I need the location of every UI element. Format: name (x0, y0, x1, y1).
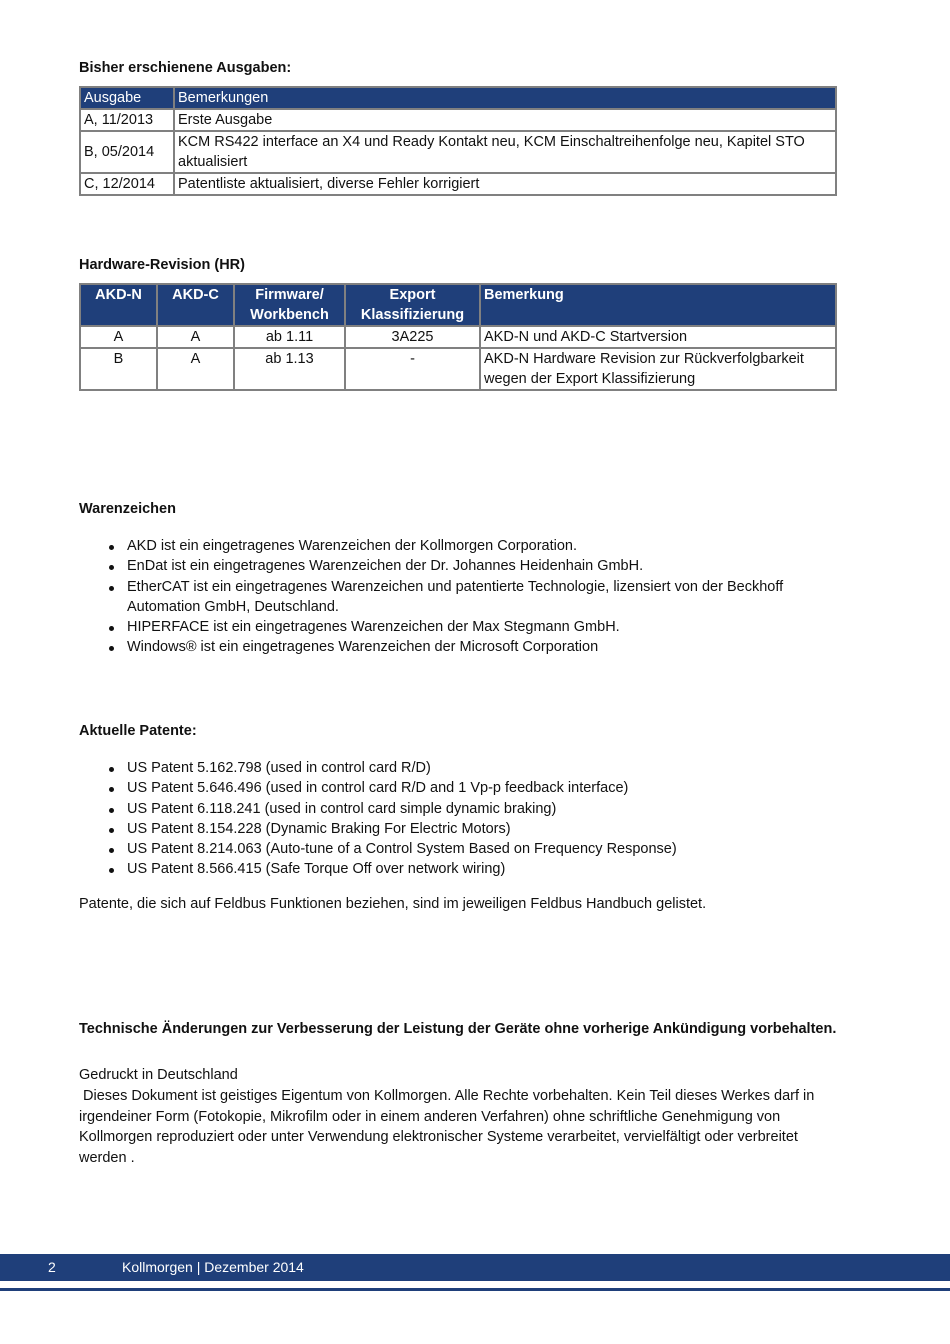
list-item: EnDat ist ein eingetragenes Warenzeichen der Dr. Johannes Heidenhain GmbH. (127, 556, 837, 576)
page-number: 2 (48, 1259, 56, 1275)
export-cell: 3A225 (345, 326, 480, 348)
legal-heading: Technische Änderungen zur Verbesserung der Leistung der Geräte ohne vorherige Ankündigung vorbehalten. (79, 1021, 837, 1037)
table-row (80, 109, 836, 131)
list-item: US Patent 5.162.798 (used in control card R/D) (127, 758, 837, 778)
column-header-akdc: AKD-C (157, 284, 234, 326)
patents-heading: Aktuelle Patente: (79, 723, 197, 739)
akdn-cell: A (80, 326, 157, 348)
footer-bar (0, 1254, 950, 1281)
list-item: HIPERFACE ist ein eingetragenes Warenzeichen der Max Stegmann GmbH. (127, 617, 837, 637)
table-row (80, 348, 836, 390)
list-item: EtherCAT ist ein eingetragenes Warenzeichen und patentierte Technologie, lizensiert von der Beckhoff Automation GmbH, Deutschland. (127, 577, 837, 618)
editions-heading: Bisher erschienene Ausgaben: (79, 60, 292, 76)
hardware-heading: Hardware-Revision (HR) (79, 257, 245, 273)
list-item: AKD ist ein eingetragenes Warenzeichen der Kollmorgen Corporation. (127, 536, 837, 556)
edition-cell: B, 05/2014 (80, 131, 174, 173)
trademarks-heading: Warenzeichen (79, 501, 176, 517)
list-item: US Patent 8.566.415 (Safe Torque Off over network wiring) (127, 859, 837, 879)
edition-cell: A, 11/2013 (80, 109, 174, 131)
hardware-header-row (80, 284, 836, 326)
remark-cell: AKD-N und AKD-C Startversion (480, 326, 836, 348)
column-header-remarks: Bemerkungen (174, 87, 836, 109)
editions-header-row (80, 87, 836, 109)
remark-cell: KCM RS422 interface an X4 und Ready Kontakt neu, KCM Einschaltreihenfolge neu, Kapitel STO aktualisiert (174, 131, 836, 173)
remark-cell: Patentliste aktualisiert, diverse Fehler korrigiert (174, 173, 836, 195)
footer-text: Kollmorgen | Dezember 2014 (122, 1259, 304, 1275)
list-item: Windows® ist ein eingetragenes Warenzeichen der Microsoft Corporation (127, 637, 837, 657)
editions-table (79, 86, 837, 196)
column-header-akdn: AKD-N (80, 284, 157, 326)
copyright-paragraph: Dieses Dokument ist geistiges Eigentum von Kollmorgen. Alle Rechte vorbehalten. Kein Teil dieses Werkes darf in irgendeiner Form (Fotokopie, Mikrofilm oder in einem anderen Verfahren) ohne schriftliche Genehmigung von Kollmorgen reproduziert oder unter Verwendung elektronischer Systeme verarbeitet, vervielfältigt oder verbreitet werden . (79, 1088, 819, 1166)
table-row (80, 326, 836, 348)
column-header-export: Export Klassifizierung (345, 284, 480, 326)
list-item: US Patent 6.118.241 (used in control card simple dynamic braking) (127, 799, 837, 819)
akdc-cell: A (157, 348, 234, 390)
akdc-cell: A (157, 326, 234, 348)
akdn-cell: B (80, 348, 157, 390)
list-item: US Patent 8.214.063 (Auto-tune of a Control System Based on Frequency Response) (127, 839, 837, 859)
export-cell: - (345, 348, 480, 390)
patents-list (79, 758, 837, 880)
edition-cell: C, 12/2014 (80, 173, 174, 195)
firmware-cell: ab 1.11 (234, 326, 345, 348)
patents-note: Patente, die sich auf Feldbus Funktionen beziehen, sind im jeweiligen Feldbus Handbuch gelistet. (79, 896, 707, 912)
firmware-cell: ab 1.13 (234, 348, 345, 390)
list-item: US Patent 8.154.228 (Dynamic Braking For Electric Motors) (127, 819, 837, 839)
column-header-edition: Ausgabe (80, 87, 174, 109)
trademarks-list (79, 536, 837, 658)
list-item: US Patent 5.646.496 (used in control card R/D and 1 Vp-p feedback interface) (127, 778, 837, 798)
remark-cell: AKD-N Hardware Revision zur Rückverfolgbarkeit wegen der Export Klassifizierung (480, 348, 836, 390)
table-row (80, 131, 836, 173)
printed-in-note: Gedruckt in Deutschland (79, 1067, 238, 1083)
table-row (80, 173, 836, 195)
column-header-firmware: Firmware/ Workbench (234, 284, 345, 326)
hardware-revision-table (79, 283, 837, 391)
remark-cell: Erste Ausgabe (174, 109, 836, 131)
footer-divider (0, 1288, 950, 1291)
column-header-remark: Bemerkung (480, 284, 836, 326)
